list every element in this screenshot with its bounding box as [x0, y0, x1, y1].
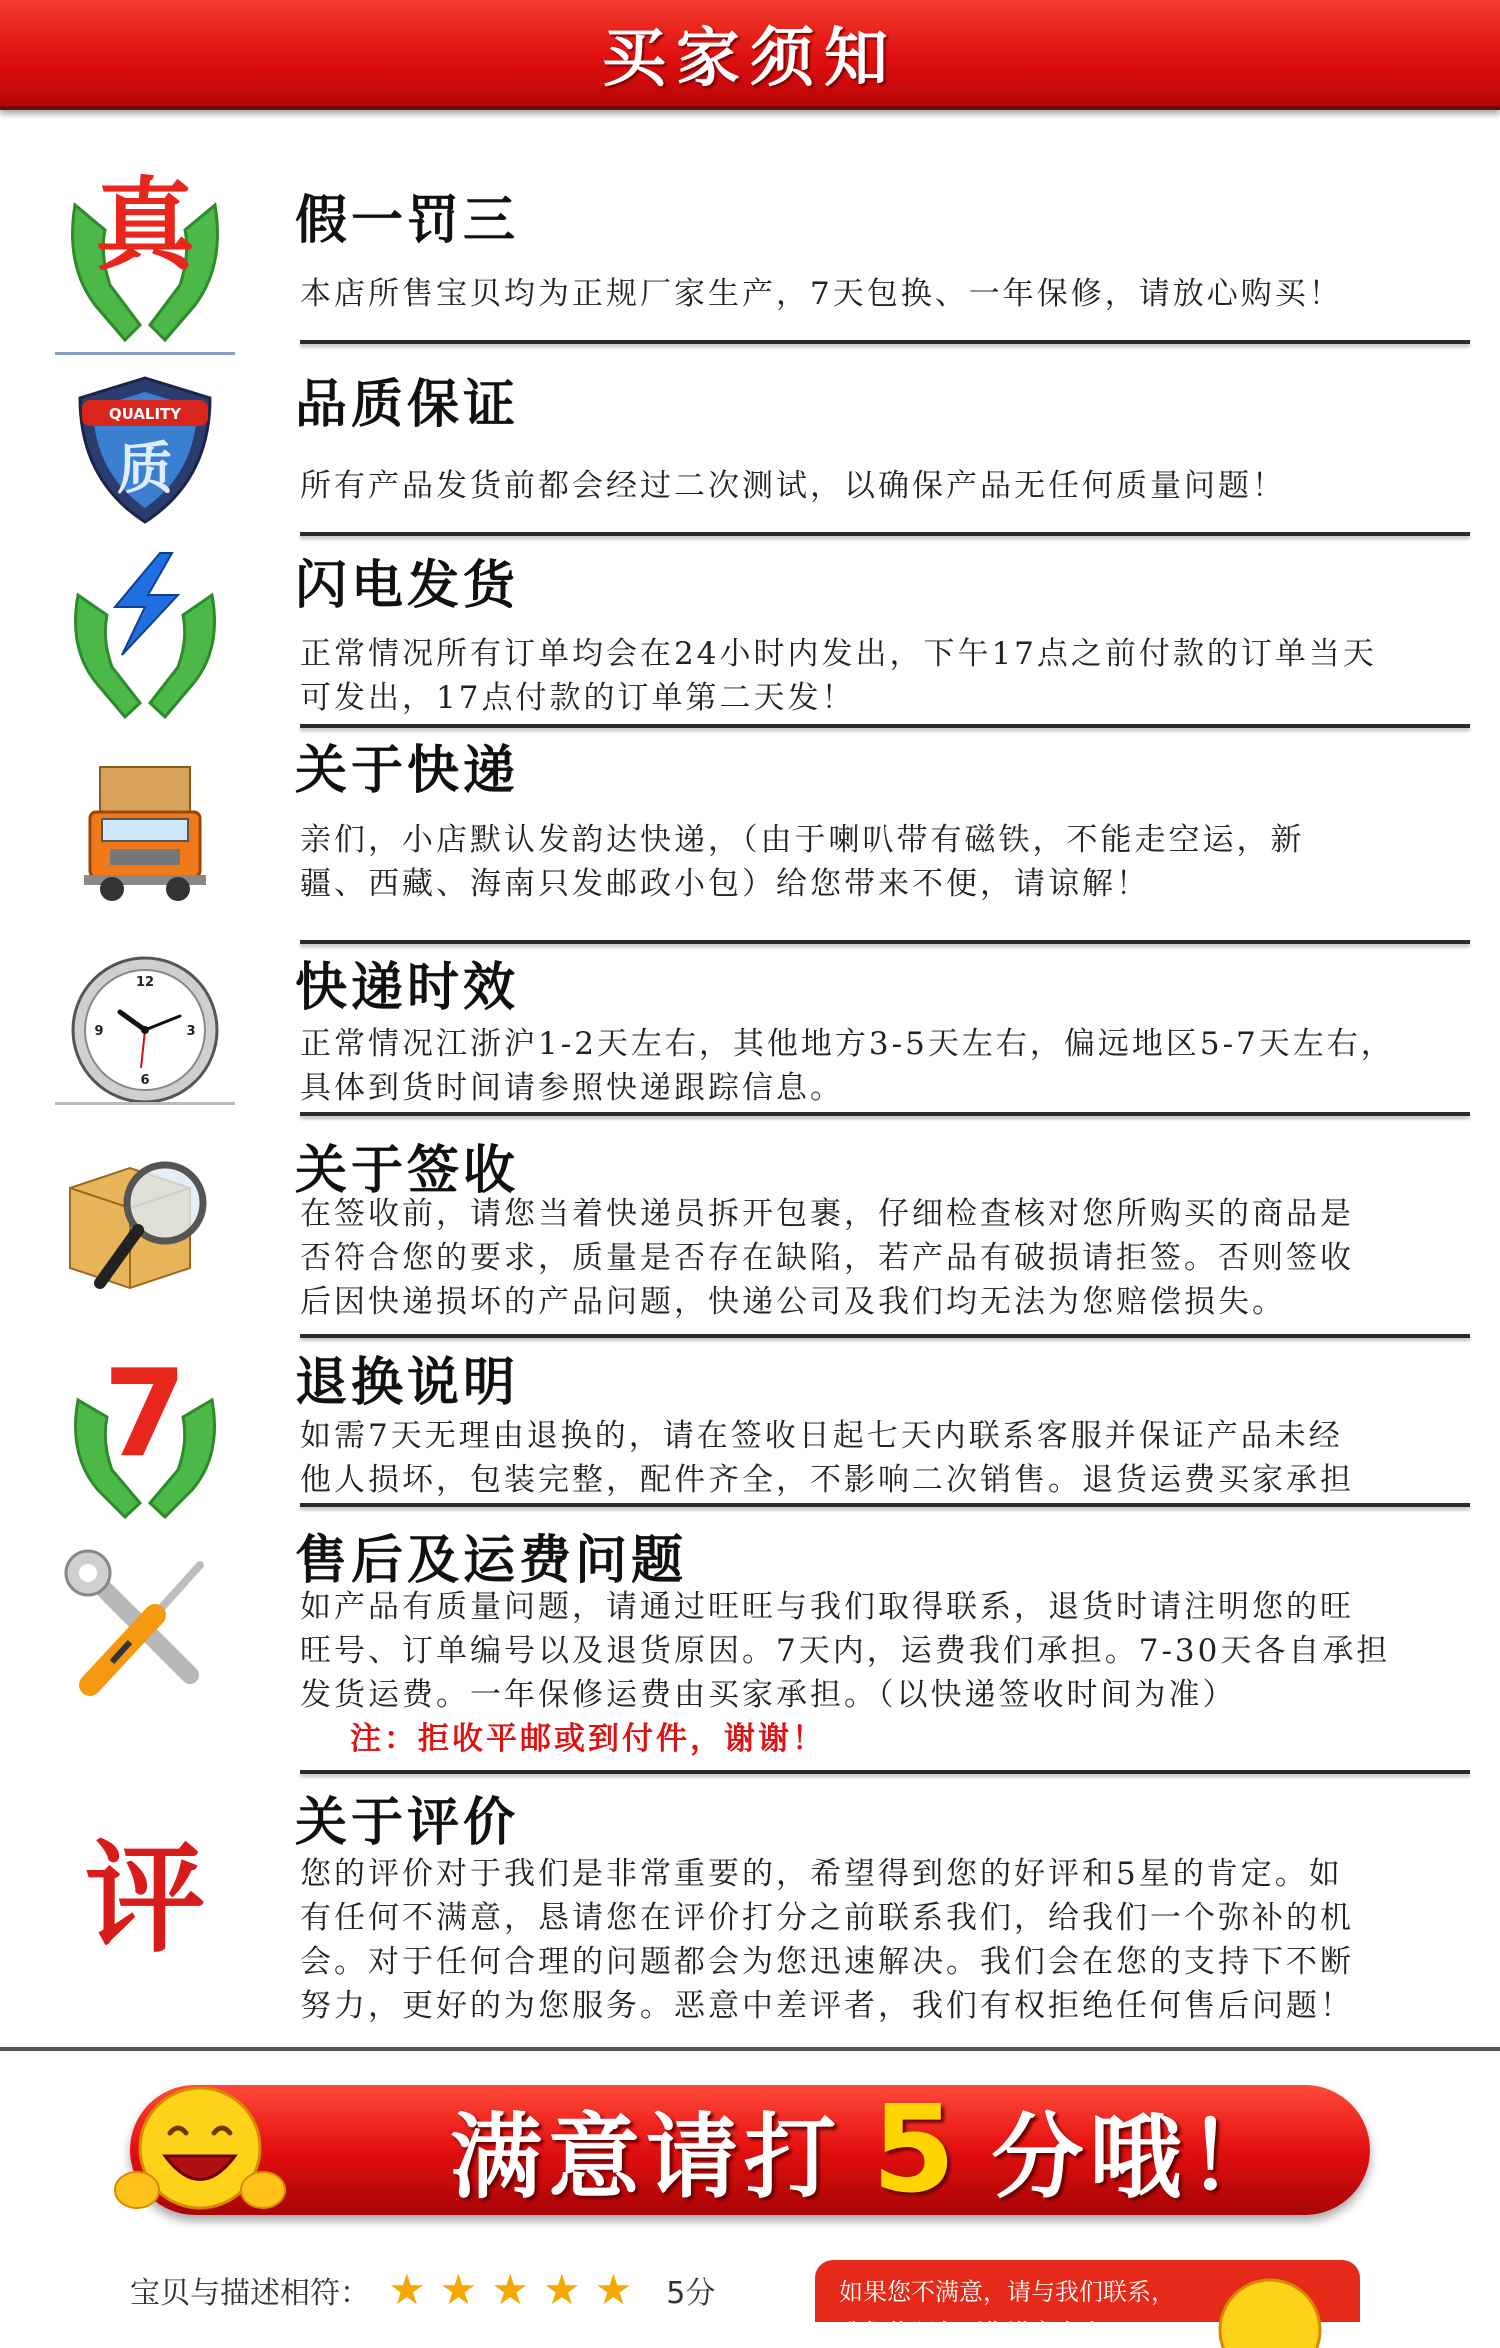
- banner-text-after: 分哦！: [991, 2104, 1286, 2211]
- banner-number: 5: [872, 2080, 962, 2220]
- rating-score: 5分: [666, 2275, 716, 2311]
- package-magnifier-icon: [55, 1145, 235, 1310]
- body-line: 如产品有质量问题，请通过旺旺与我们取得联系，退货时请注明您的旺: [300, 1589, 1354, 1625]
- section-title: 快递时效: [295, 957, 520, 1018]
- star-icon: ★: [594, 2265, 633, 2314]
- header-banner: [0, 0, 1500, 110]
- section-divider: [300, 1770, 1470, 1774]
- icon-underline: [55, 352, 235, 355]
- body-line: 正常情况所有订单均会在24小时内发出，下午17点之前付款的订单当天: [300, 636, 1377, 672]
- body-line: 会。对于任何合理的问题都会为您迅速解决。我们会在您的支持下不断: [300, 1944, 1354, 1980]
- notice-text: 注：拒收平邮或到付件，谢谢！: [350, 1721, 826, 1757]
- body-line: 您的评价对于我们是非常重要的，希望得到您的好评和5星的肯定。如: [300, 1856, 1343, 1892]
- body-line: 他人损坏，包装完整，配件齐全，不影响二次销售。退货运费买家承担: [300, 1462, 1354, 1498]
- smiley-icon: [1215, 2270, 1325, 2334]
- body-line: 努力，更好的为您服务。恶意中差评者，我们有权拒绝任何售后问题！: [300, 1988, 1354, 2024]
- bottom-divider: [0, 2047, 1500, 2051]
- body-line: 后因快递损坏的产品问题，快递公司及我们均无法为您赔偿损失。: [300, 1284, 1286, 1320]
- svg-text:12: 12: [135, 975, 155, 990]
- hands-zhen-icon: [55, 155, 235, 345]
- section-body: [300, 272, 1430, 316]
- ping-review-icon: [55, 1815, 235, 1975]
- body-line: 所有产品发货前都会经过二次测试，以确保产品无任何质量问题！: [300, 468, 1286, 504]
- section-divider: [300, 1334, 1470, 1338]
- svg-text:3: 3: [186, 1024, 196, 1039]
- body-line: 正常情况江浙沪1-2天左右，其他地方3-5天左右，偏远地区5-7天左右，: [300, 1026, 1395, 1062]
- section-body: [300, 818, 1430, 906]
- tools-icon: [55, 1540, 235, 1710]
- contact-line: 如果您不满意，请与我们联系，: [839, 2278, 1175, 2306]
- body-line: 在签收前，请您当着快递员拆开包裹，仔细检查核对您所购买的商品是: [300, 1196, 1354, 1232]
- star-icon: ★: [542, 2265, 581, 2314]
- section-divider: [300, 532, 1470, 536]
- section-title: 品质保证: [295, 374, 520, 435]
- star-icon: ★: [439, 2265, 478, 2314]
- rating-row: [130, 2265, 715, 2314]
- body-line: 本店所售宝贝均为正规厂家生产，7天包换、一年保修，请放心购买！: [300, 276, 1343, 312]
- body-line: 疆、西藏、海南只发邮政小包）给您带来不便，请谅解！: [300, 866, 1150, 902]
- svg-text:质: 质: [117, 436, 173, 502]
- section-body: [300, 1852, 1430, 2028]
- body-line: 亲们，小店默认发韵达快递，（由于喇叭带有磁铁，不能走空运，新: [300, 822, 1305, 858]
- banner-slogan: [450, 2080, 1286, 2220]
- smiley-thumbs-icon: [115, 2078, 285, 2227]
- section-body: [300, 1192, 1430, 1324]
- lightning-hands-icon: [55, 545, 235, 720]
- body-line: 具体到货时间请参照快递跟踪信息。: [300, 1070, 844, 1106]
- section-title: 假一罚三: [295, 190, 520, 251]
- section-body: [300, 464, 1430, 508]
- quality-shield-icon: [55, 370, 235, 530]
- body-line: 否符合您的要求，质量是否存在缺陷，若产品有破损请拒签。否则签收: [300, 1240, 1354, 1276]
- section-title: 关于快递: [295, 740, 520, 801]
- svg-text:7: 7: [103, 1345, 187, 1484]
- body-line: 如需7天无理由退换的，请在签收日起七天内联系客服并保证产品未经: [300, 1418, 1343, 1454]
- star-icon: ★: [388, 2265, 426, 2314]
- section-title: 闪电发货: [295, 555, 520, 616]
- page-title: 买家须知: [602, 21, 898, 96]
- section-title: 退换说明: [295, 1352, 520, 1413]
- section-divider: [300, 340, 1470, 344]
- svg-text:9: 9: [94, 1024, 104, 1039]
- contact-line: 我们将服务到您满意为止！: [839, 2319, 1127, 2347]
- section-divider: [300, 940, 1470, 944]
- svg-text:真: 真: [95, 166, 195, 284]
- section-divider: [300, 1112, 1470, 1116]
- section-divider: [300, 1503, 1470, 1507]
- svg-text:6: 6: [140, 1073, 150, 1088]
- section-title: 关于评价: [295, 1792, 520, 1853]
- body-line: 有任何不满意，恳请您在评价打分之前联系我们，给我们一个弥补的机: [300, 1900, 1354, 1936]
- section-body: [300, 632, 1430, 720]
- rating-label: 宝贝与描述相符：: [130, 2275, 370, 2311]
- svg-text:QUALITY: QUALITY: [108, 405, 182, 423]
- banner-text-before: 满意请打: [450, 2104, 843, 2211]
- icon-underline: [55, 1102, 235, 1105]
- section-title: 售后及运费问题: [295, 1530, 688, 1591]
- delivery-truck-icon: [55, 752, 235, 912]
- section-body: [300, 1585, 1430, 1761]
- body-line: 旺号、订单编号以及退货原因。7天内，运费我们承担。7-30天各自承担: [300, 1633, 1391, 1669]
- clock-icon: [55, 950, 235, 1110]
- seven-hands-icon: [55, 1345, 235, 1520]
- section-body: [300, 1414, 1430, 1502]
- body-line: 发货运费。一年保修运费由买家承担。（以快递签收时间为准）: [300, 1677, 1237, 1713]
- star-icon: ★: [491, 2265, 529, 2314]
- section-body: [300, 1022, 1430, 1110]
- body-line: 可发出，17点付款的订单第二天发！: [300, 680, 856, 716]
- section-title: 关于签收: [295, 1140, 520, 1201]
- svg-text:评: 评: [85, 1828, 205, 1969]
